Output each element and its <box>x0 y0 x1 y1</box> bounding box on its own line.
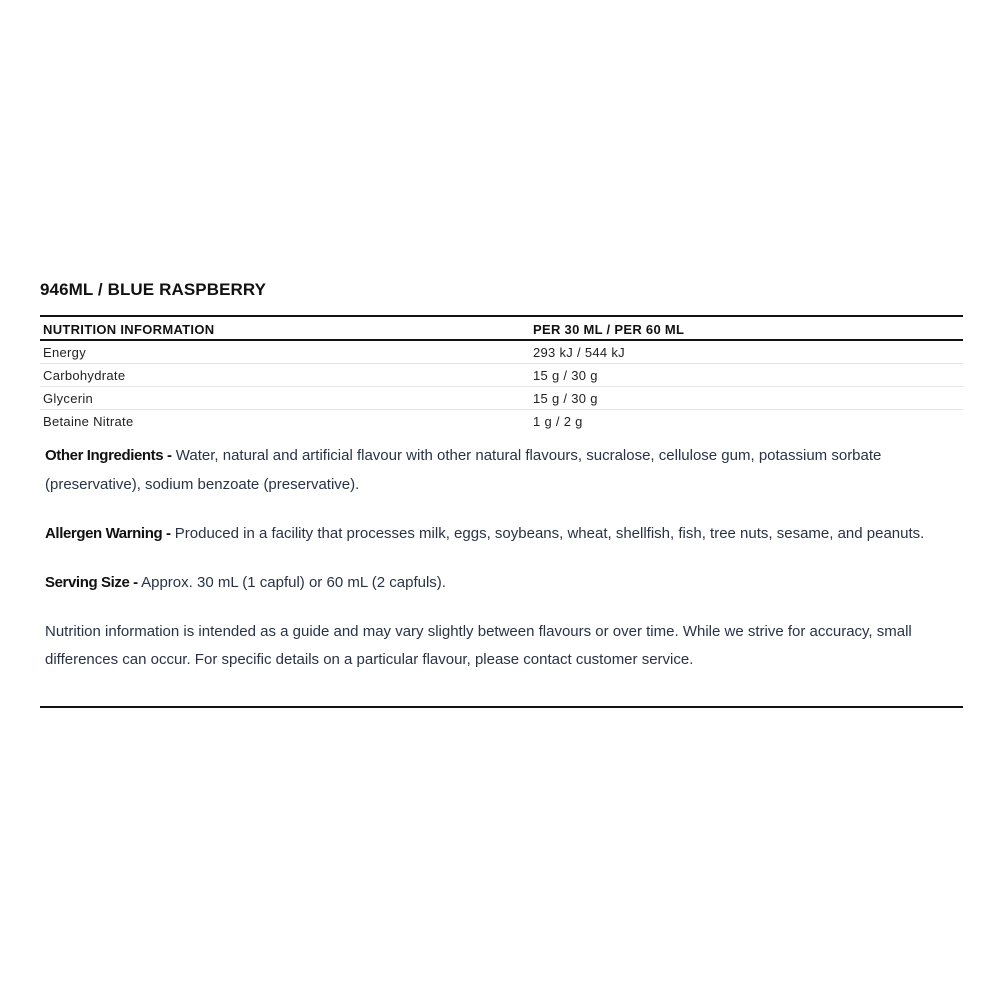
column-header-nutrition: NUTRITION INFORMATION <box>43 321 215 337</box>
table-row <box>40 409 963 432</box>
allergen-warning-label: Allergen Warning - <box>45 524 171 542</box>
nutrient-name: Glycerin <box>40 386 530 409</box>
product-title: 946ML / BLUE RASPBERRY <box>40 280 267 299</box>
other-ingredients-note <box>45 442 945 499</box>
table-row <box>40 386 963 409</box>
column-header-per-serving: PER 30 ML / PER 60 ML <box>533 321 685 337</box>
nutrition-table <box>40 315 963 432</box>
table-row <box>40 340 963 363</box>
other-ingredients-text: Water, natural and artificial flavour with other natural flavours, sucralose, cellulose gum, potassium sorbate (preservative), sodium benzoate (preservative). <box>45 447 882 493</box>
serving-size-note <box>45 569 945 598</box>
nutrient-name: Energy <box>40 340 530 363</box>
nutrient-value: 1 g / 2 g <box>533 413 583 429</box>
table-row <box>40 363 963 386</box>
nutrient-value: 293 kJ / 544 kJ <box>530 340 963 363</box>
serving-size-text: Approx. 30 mL (1 capful) or 60 mL (2 capfuls). <box>141 573 446 591</box>
nutrient-value: 15 g / 30 g <box>530 363 963 386</box>
serving-size-label: Serving Size - <box>45 573 138 591</box>
nutrient-name: Betaine Nitrate <box>43 413 134 429</box>
table-header-row <box>40 316 963 340</box>
product-notes <box>40 442 945 675</box>
allergen-warning-note <box>45 520 945 549</box>
bottom-divider <box>40 706 963 708</box>
nutrient-name: Carbohydrate <box>40 363 530 386</box>
other-ingredients-label: Other Ingredients - <box>45 447 172 464</box>
disclaimer-note: Nutrition information is intended as a guide and may vary slightly between flavours or over time. While we strive for accuracy, small differences can occur. For specific details on a particular flavour, please contact customer service. <box>45 622 912 668</box>
nutrient-value: 15 g / 30 g <box>530 386 963 409</box>
nutrition-panel <box>40 278 963 695</box>
allergen-warning-text: Produced in a facility that processes milk, eggs, soybeans, wheat, shellfish, fish, tree nuts, sesame, and peanuts. <box>174 524 925 542</box>
